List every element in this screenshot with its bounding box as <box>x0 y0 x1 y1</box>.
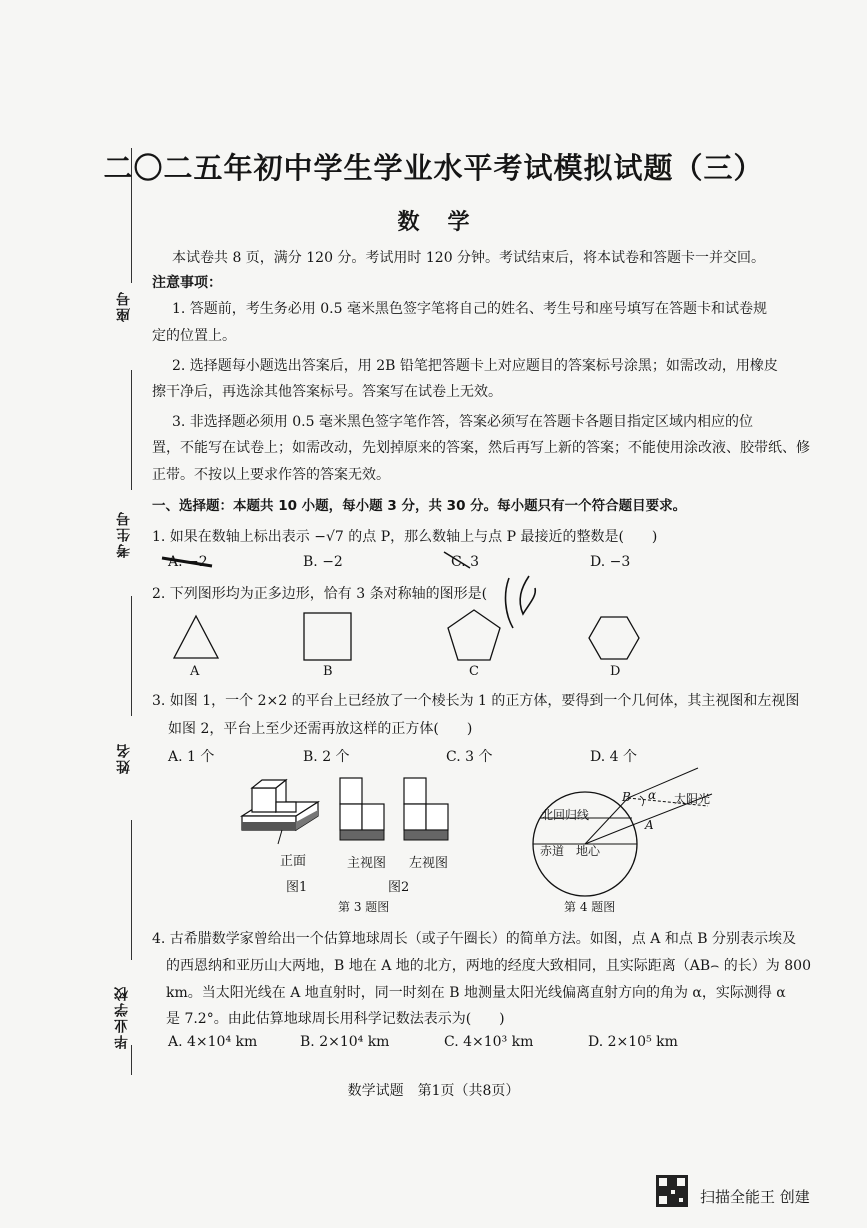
notes-heading: 注意事项： <box>152 275 222 291</box>
question-4-option-c: C. 4×10³ km <box>444 1034 534 1050</box>
question-4-line: km。当太阳光线在 A 地直射时，同一时刻在 B 地测量太阳光线偏离直射方向的角为 α，实际测得 α <box>166 985 786 1001</box>
name-label: 姓名 <box>116 742 132 774</box>
question-1-stem: 1. 如果在数轴上标出表示 −√7 的点 P，那么数轴上与点 P 最接近的整数是( ) <box>152 529 658 545</box>
square-shape <box>303 612 353 662</box>
question-1-option-d: D. −3 <box>590 554 631 570</box>
binding-line <box>131 370 132 490</box>
note-line: 1. 答题前，考生务必用 0.5 毫米黑色签字笔将自己的姓名、考生号和座号填写在答题卡和试卷规 <box>172 301 767 317</box>
note-line: 3. 非选择题必须用 0.5 毫米黑色签字笔作答，答案必须写在答题卡各题目指定区域内相应的位 <box>172 414 753 430</box>
section-heading: 一、选择题：本题共 10 小题，每小题 3 分，共 30 分。每小题只有一个符合题目要求。 <box>152 498 687 514</box>
question-3-stem: 如图 2，平台上至少还需再放这样的正方体( ) <box>168 721 473 737</box>
page-title: 二〇二五年初中学生学业水平考试模拟试题（三） <box>103 151 764 185</box>
triangle-shape <box>172 614 222 660</box>
figure-1-cube-platform <box>238 778 328 850</box>
sunlight-label: 太阳光 <box>674 792 711 806</box>
tropic-label: 北回归线 <box>541 808 590 822</box>
figure-2-main-view <box>338 776 390 848</box>
question-4-line: 是 7.2°。由此估算地球周长用科学记数法表示为( ) <box>166 1011 505 1027</box>
page-footer: 数学试题 第1页（共8页） <box>347 1083 520 1099</box>
question-3-stem: 3. 如图 1，一个 2×2 的平台上已经放了一个棱长为 1 的正方体，要得到一个几何体，其主视图和左视图 <box>152 693 800 709</box>
question-1-option-c: C. 3 <box>451 554 480 570</box>
figure-2-left-view <box>402 776 454 848</box>
intro-text: 本试卷共 8 页，满分 120 分。考试用时 120 分钟。考试结束后，将本试卷和答题卡一并交回。 <box>172 250 766 266</box>
pen-strike-mark <box>440 548 480 572</box>
question-3-option-a: A. 1 个 <box>168 749 215 765</box>
shape-label-a: A <box>190 664 200 679</box>
figure-2-label: 图2 <box>388 880 410 895</box>
question-4-option-d: D. 2×10⁵ km <box>588 1034 678 1050</box>
question-4-option-a: A. 4×10⁴ km <box>168 1034 258 1050</box>
figure-1-label: 图1 <box>286 880 308 895</box>
front-label: 正面 <box>280 854 307 869</box>
note-line: 擦干净后，再选涂其他答案标号。答案写在试卷上无效。 <box>152 384 502 400</box>
question-3-option-c: C. 3 个 <box>446 749 493 765</box>
seat-number-label: 座号 <box>116 290 132 322</box>
hexagon-shape <box>588 615 640 661</box>
pen-strike-mark <box>160 552 220 572</box>
question-3-caption: 第 3 题图 <box>338 900 390 914</box>
question-4-option-b: B. 2×10⁴ km <box>300 1034 390 1050</box>
question-2-stem: 2. 下列图形均为正多边形，恰有 3 条对称轴的图形是( <box>152 586 488 602</box>
handwritten-answer-mark <box>495 574 545 634</box>
earth-center-label: 地心 <box>576 844 601 858</box>
binding-line <box>131 1045 132 1075</box>
note-line: 正带。不按以上要求作答的答案无效。 <box>152 467 390 483</box>
qr-code-icon <box>656 1175 688 1207</box>
shape-label-d: D <box>610 664 621 679</box>
shape-label-b: B <box>323 664 333 679</box>
left-view-label: 左视图 <box>409 856 449 871</box>
school-label: 毕业学校 <box>114 985 130 1049</box>
point-a-label: A <box>645 818 654 832</box>
point-b-label: B <box>622 790 631 804</box>
exam-number-label: 考生号 <box>116 510 132 558</box>
subject-heading: 数学 <box>397 210 498 235</box>
equator-label: 赤道 <box>540 844 565 858</box>
pentagon-shape <box>446 608 502 662</box>
note-line: 定的位置上。 <box>152 328 236 344</box>
binding-line <box>131 596 132 716</box>
question-1-option-b: B. −2 <box>303 554 343 570</box>
binding-line <box>131 820 132 960</box>
question-4-line: 的西恩纳和亚历山大两地，B 地在 A 地的北方，两地的经度大致相同，且实际距离（AB⌢ 的长）为 800 <box>166 958 811 974</box>
alpha-label: α <box>648 788 657 802</box>
question-3-option-d: D. 4 个 <box>590 749 637 765</box>
question-4-caption: 第 4 题图 <box>564 900 616 914</box>
earth-circle-diagram <box>528 766 728 896</box>
main-view-label: 主视图 <box>347 856 387 871</box>
question-3-option-b: B. 2 个 <box>303 749 350 765</box>
question-4-line: 4. 古希腊数学家曾给出一个估算地球周长（或子午圈长）的简单方法。如图，点 A 和点 B 分别表示埃及 <box>152 931 797 947</box>
note-line: 2. 选择题每小题选出答案后，用 2B 铅笔把答题卡上对应题目的答案标号涂黑；如需改动，用橡皮 <box>172 358 778 374</box>
scanner-watermark: 扫描全能王 创建 <box>700 1188 810 1206</box>
question-1-option-a: A. −2 <box>168 554 208 570</box>
note-line: 置，不能写在试卷上；如需改动，先划掉原来的答案，然后再写上新的答案；不能使用涂改液、胶带纸、修 <box>152 440 810 456</box>
shape-label-c: C <box>469 664 479 679</box>
